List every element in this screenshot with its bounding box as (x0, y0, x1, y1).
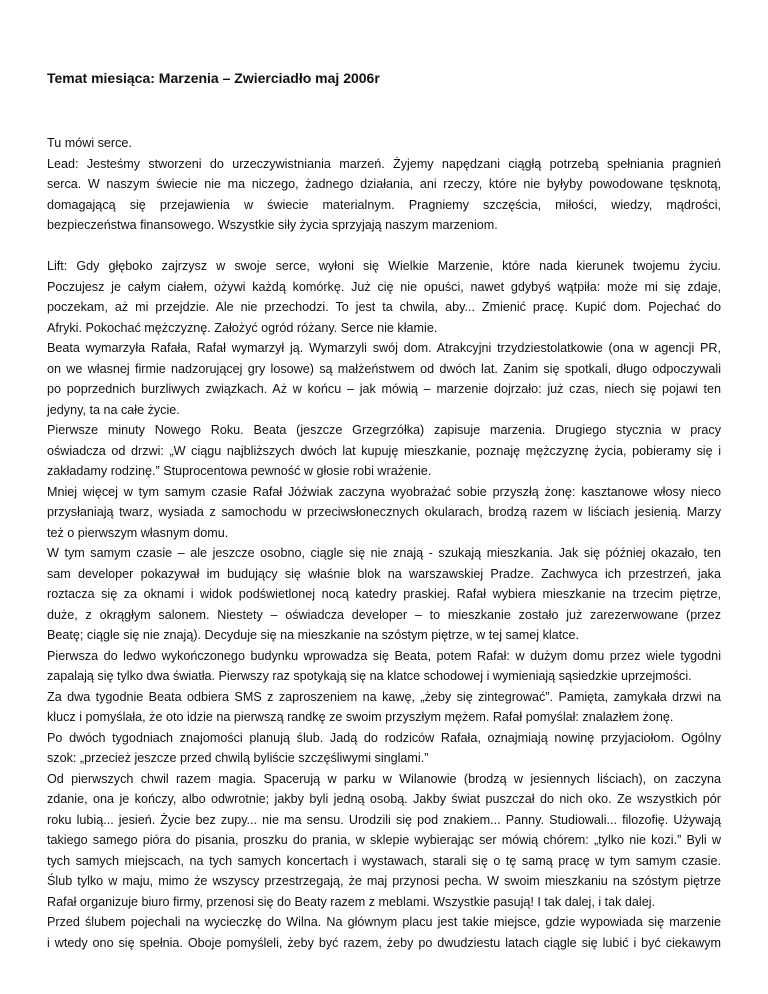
text-line: i wtedy ono się spełnia. Oboje pomyśleli, żeby być razem, żeby po dwudziestu latach ciągle się lubić i być ciekawym (47, 935, 721, 950)
paragraph (47, 728, 721, 769)
text-line: poczekam, aż mi przejdzie. Ale nie przechodzi. To jest ta chwila, aby... Zmienić pracę. Kupić dom. Pojechać do (47, 300, 721, 314)
text-line: Od pierwszych chwil razem magia. Spacerują w parku w Wilanowie (brodzą w jesiennych liściach), on zaczyna (47, 771, 721, 786)
text-line: Lead: Jesteśmy stworzeni do urzeczywistniania marzeń. Żyjemy napędzani ciągłą potrzebą spełniania pragnień (47, 156, 721, 171)
text-line: on we własnej firmie nadzorującej gry losowe) są małżeństwem od dwóch lat. Zanim się spotkali, długo odpoczywali (47, 361, 721, 376)
text-line: Tu mówi serce. (47, 136, 132, 150)
paragraph (47, 912, 721, 953)
paragraph (47, 420, 721, 482)
text-line: roztacza się za oknami i widok podświetlonej nocą katedry praskiej. Rafał wybiera mieszkanie na trzecim piętrze, (47, 587, 721, 601)
text-line: Poczujesz je całym ciałem, ożywi każdą komórkę. Już cię nie opuści, nawet gdybyś wątpiła: może mi się zdaje, (47, 279, 721, 294)
text-line: Za dwa tygodnie Beata odbiera SMS z zaproszeniem na kawę, „żeby się zintegrować”. Pamięta, zamykała drzwi na (47, 689, 721, 704)
text-line: zakładamy rodzinę.” Stuprocentowa pewność w głosie robi wrażenie. (47, 464, 432, 478)
document-title: Temat miesiąca: Marzenia – Zwierciadło maj 2006r (47, 70, 380, 86)
text-line: sam developer pokazywał im budujący się właśnie blok na warszawskiej Pradze. Zachwyca ich przestrzeń, jaka (47, 566, 721, 581)
text-line: bezpieczeństwa finansowego. Wszystkie siły życia sprzyjają naszym marzeniom. (47, 218, 498, 232)
text-line: klucz i pomyślała, że oto idzie na pierwszą randkę ze swoim przyszłym mężem. Rafał pomyślał: znalazłem żonę. (47, 710, 674, 724)
text-line: Mniej więcej w tym samym czasie Rafał Jóźwiak zaczyna wyobrażać sobie przyszłą żonę: kasztanowe włosy nieco (47, 484, 721, 499)
text-line: Beata wymarzyła Rafała, Rafał wymarzył ją. Wymarzyli swój dom. Atrakcyjni trzydziestolatkowie (ona w agencji PR, (47, 341, 721, 355)
text-line: Pierwsze minuty Nowego Roku. Beata (jeszcze Grzegrzółka) zapisuje marzenia. Drugiego stycznia w pracy (47, 423, 721, 437)
text-line: Po dwóch tygodniach znajomości planują ślub. Jadą do rodziców Rafała, oznajmiają nowinę przyjaciołom. Ogólny (47, 730, 721, 745)
paragraph (47, 543, 721, 646)
paragraph (47, 769, 721, 913)
text-line: domagającą się przejawienia w świecie materialnym. Pragniemy szczęścia, miłości, wiedzy, mądrości, (47, 197, 721, 212)
text-line: też o pierwszym własnym domu. (47, 525, 229, 540)
text-line: po poprzednich burzliwych związkach. Aż w końcu – jak mówią – marzenie dojrzało: już czas, niech się pojawi ten (47, 382, 721, 396)
paragraph (47, 256, 721, 338)
text-line: Pierwsza do ledwo wykończonego budynku wprowadza się Beata, potem Rafał: w dużym domu przez wiele tygodni (47, 648, 721, 663)
text-line: Ślub tylko w maju, mimo że wszyscy przestrzegają, że maj przynosi pecha. W swoim mieszkaniu na szóstym piętrze (47, 874, 721, 888)
text-line: Afryki. Pokochać mężczyznę. Założyć ogród różany. Serce nie kłamie. (47, 320, 438, 335)
text-line: przysłaniają twarz, wysiada z samochodu w przeciwsłonecznych okularach, brodzą razem w liściach jesienią. Marzy (47, 505, 721, 519)
paragraph (47, 687, 721, 728)
paragraph (47, 482, 721, 544)
text-line: duże, z okrągłym salonem. Niestety – oświadcza developer – to mieszkanie zostało już zarezerwowane (przez (47, 607, 721, 622)
text-line: takiego samego pióra do pisania, proszku do prania, w sklepie wybierając ser mówią chórem: „tylko nie kozi.” Byli w (47, 833, 721, 847)
paragraph (47, 646, 721, 687)
text-line: Przed ślubem pojechali na wycieczkę do Wilna. Na głównym placu jest takie miejsce, gdzie wypowiada się marzenie (47, 915, 721, 929)
text-line: jedyny, ta na całe życie. (47, 402, 180, 417)
text-line: W tym samym czasie – ale jeszcze osobno, ciągle się nie znają - szukają mieszkania. Jak się później okazało, ten (47, 546, 721, 560)
text-line: Rafał organizuje biuro firmy, przenosi się do Beaty razem z meblami. Wszystkie pasują! I tak dalej, i tak dalej. (47, 894, 656, 909)
text-line: szok: „przecież jeszcze przed chwilą byliście szczęśliwymi singlami.” (47, 751, 429, 765)
paragraph-spacer (47, 236, 721, 257)
document-body (47, 133, 721, 953)
text-line: serca. W naszym świecie nie ma niczego, żadnego działania, ani rzeczy, które nie byłyby powodowane tęsknotą, (47, 177, 721, 191)
text-line: Lift: Gdy głęboko zajrzysz w swoje serce, wyłoni się Wielkie Marzenie, które nada kierunek twojemu życiu. (47, 259, 721, 273)
text-line: zdanie, ona je kończy, albo odwrotnie; jakby byli jedną osobą. Jakby świat puszczał do nich oko. Ze wszystkich pór (47, 792, 721, 806)
text-line: tych samych miejscach, na tych samych koncertach i wystawach, starali się o tę samą pracę w tym samym czasie. (47, 853, 721, 868)
paragraph (47, 338, 721, 420)
paragraph (47, 154, 721, 236)
text-line: Beatę; ciągle się nie znają). Decyduje się na mieszkanie na szóstym piętrze, w tej samej klatce. (47, 628, 579, 642)
text-line: roku lubią... jesień. Życie bez zupy... nie ma sensu. Urodzili się pod znakiem... Panny. Studiowali... filozofię. Używają (47, 812, 721, 827)
paragraph (47, 133, 721, 154)
text-line: oświadcza od drzwi: „W ciągu najbliższych dwóch lat kupuję mieszkanie, poznaję mężczyznę życia, pobieramy się i (47, 443, 721, 458)
text-line: zapalają się tylko dwa światła. Pierwszy raz spotykają się na klatce schodowej i wymieniają sąsiedzkie uprzejmości. (47, 669, 692, 683)
